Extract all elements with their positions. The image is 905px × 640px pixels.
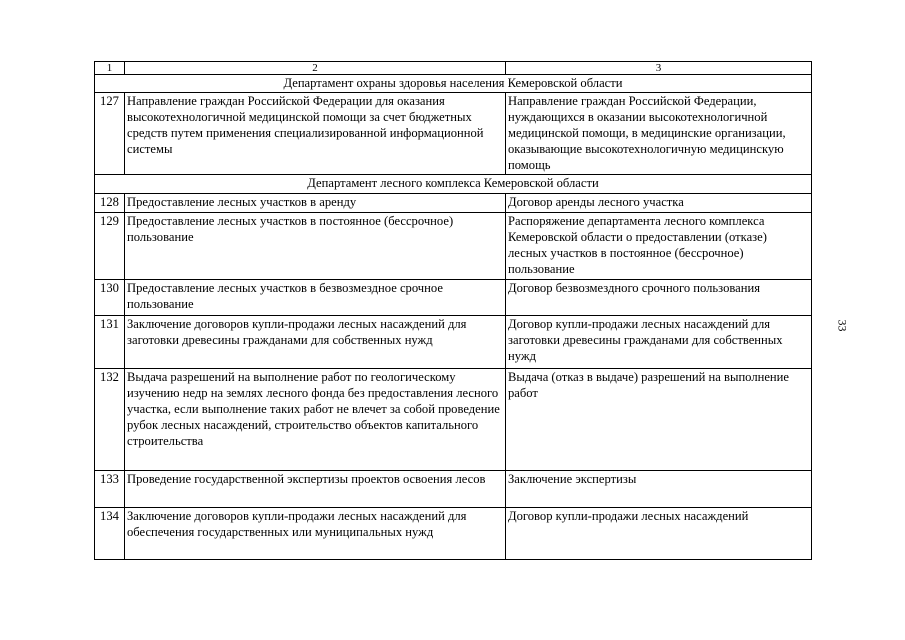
service-name: Направление граждан Российской Федерации для оказания высокотехнологичной медицинской помощи за счет бюджетных средств путем применения специализированной информационной системы: [125, 93, 506, 175]
column-number-row: [95, 62, 812, 75]
table-row: [95, 316, 812, 369]
table-row: [95, 280, 812, 316]
row-number: 133: [95, 471, 125, 508]
services-table: [94, 61, 812, 560]
service-name: Проведение государственной экспертизы проектов освоения лесов: [125, 471, 506, 508]
row-number: 134: [95, 508, 125, 560]
table-row: [95, 471, 812, 508]
row-number: 130: [95, 280, 125, 316]
service-result: Договор купли-продажи лесных насаждений: [506, 508, 812, 560]
service-result: Выдача (отказ в выдаче) разрешений на выполнение работ: [506, 369, 812, 471]
row-number: 127: [95, 93, 125, 175]
page-number: 33: [835, 319, 850, 332]
column-number-3: 3: [506, 62, 812, 75]
table-row: [95, 369, 812, 471]
row-number: 128: [95, 194, 125, 213]
service-result: Договор купли-продажи лесных насаждений для заготовки древесины гражданами для собственных нужд: [506, 316, 812, 369]
table-row: [95, 508, 812, 560]
table-row: [95, 213, 812, 280]
section-title: Департамент охраны здоровья населения Кемеровской области: [95, 75, 812, 93]
section-row-forestry: [95, 175, 812, 194]
column-number-2: 2: [125, 62, 506, 75]
service-name: Предоставление лесных участков в постоянное (бессрочное) пользование: [125, 213, 506, 280]
column-number-1: 1: [95, 62, 125, 75]
service-result: Направление граждан Российской Федерации, нуждающихся в оказании высокотехнологичной медицинской помощи, в медицинские организации, оказывающие высокотехнологичную медицинскую помощь: [506, 93, 812, 175]
service-result: Договор аренды лесного участка: [506, 194, 812, 213]
row-number: 129: [95, 213, 125, 280]
service-name: Предоставление лесных участков в безвозмездное срочное пользование: [125, 280, 506, 316]
section-row-health: [95, 75, 812, 93]
service-name: Выдача разрешений на выполнение работ по геологическому изучению недр на землях лесного фонда без предоставления лесного участка, если выполнение таких работ не влечет за собой проведение рубок лесных насаждений, строительство объектов капитального строительства: [125, 369, 506, 471]
service-result: Распоряжение департамента лесного комплекса Кемеровской области о предоставлении (отказе) лесных участков в постоянное (бессрочное) пользование: [506, 213, 812, 280]
service-result: Договор безвозмездного срочного пользования: [506, 280, 812, 316]
service-name: Предоставление лесных участков в аренду: [125, 194, 506, 213]
table-row: [95, 194, 812, 213]
service-name: Заключение договоров купли-продажи лесных насаждений для заготовки древесины гражданами для собственных нужд: [125, 316, 506, 369]
table-row: [95, 93, 812, 175]
service-name: Заключение договоров купли-продажи лесных насаждений для обеспечения государственных или муниципальных нужд: [125, 508, 506, 560]
row-number: 132: [95, 369, 125, 471]
row-number: 131: [95, 316, 125, 369]
section-title: Департамент лесного комплекса Кемеровской области: [95, 175, 812, 194]
service-result: Заключение экспертизы: [506, 471, 812, 508]
